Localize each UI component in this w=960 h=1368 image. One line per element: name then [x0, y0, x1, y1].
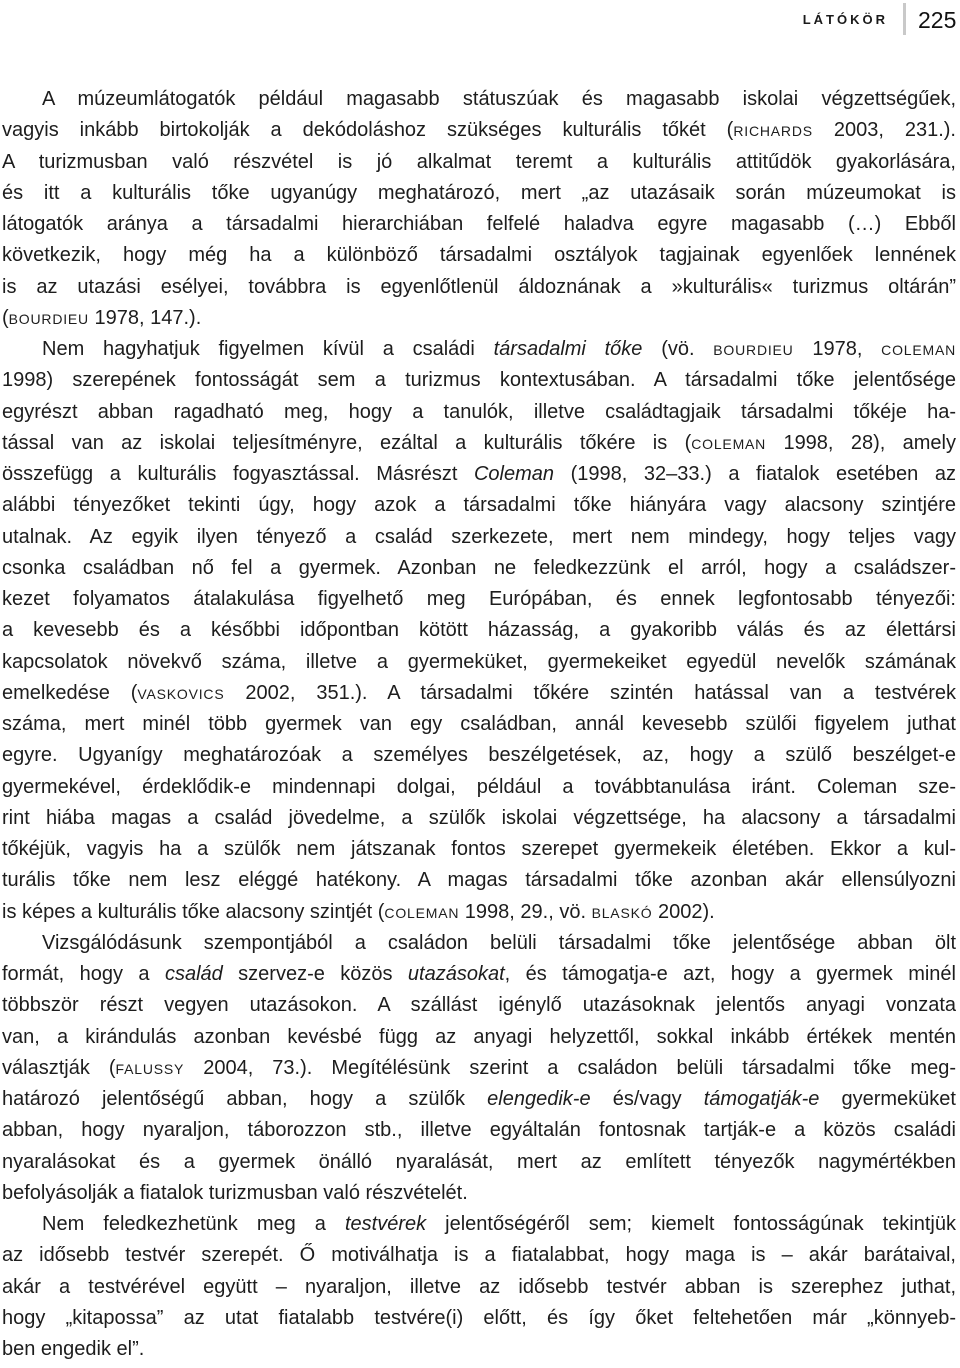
- text-line: [2, 928, 956, 959]
- text-run: száma, mert minél több gyermek van egy családban, annál kevesebb szülői figyelem juthat: [2, 713, 956, 735]
- small-caps-run: richards: [733, 119, 813, 142]
- text-run: kezet folyamatos átalakulása figyelhető meg Európában, és ennek legfontosabb tényezői:: [2, 588, 956, 610]
- text-run: befolyásolják a fiatalok turizmusban való részvételét.: [2, 1181, 468, 1204]
- text-run: Vizsgálódásunk szempontjából a családon belüli társadalmi tőke jelentősége abban ölt: [42, 931, 956, 954]
- small-caps-run: falussy: [115, 1056, 185, 1079]
- text-run: egyrészt abban ragadható meg, hogy a tanulók, illetve családtagjaik társadalmi tőkéje ha-: [2, 400, 956, 423]
- small-caps-run: coleman: [881, 338, 957, 360]
- text-run: Nem feledkezhetünk meg a: [42, 1213, 345, 1235]
- text-run: 1998, 28), amely: [766, 431, 956, 454]
- body-text: [2, 84, 956, 1365]
- text-run: vagyis inkább birtokolják a dekódoláshoz szükséges kulturális tőkét (: [2, 119, 734, 142]
- text-line: [2, 1022, 956, 1053]
- text-line: [2, 615, 956, 646]
- paragraph: [2, 928, 956, 1209]
- text-run: 1998, 29., vö.: [459, 900, 592, 923]
- text-run: Nem hagyhatjuk figyelmen kívül a családi: [42, 338, 494, 360]
- text-run: alábbi tényezőket tekinti úgy, hogy azok a társadalmi tőke hiányára vagy alacsony szintjére: [2, 494, 956, 517]
- text-run: 2002).: [652, 900, 715, 923]
- text-line: [2, 1084, 956, 1115]
- text-run: 1978, 147.).: [88, 306, 202, 329]
- text-line: [2, 1272, 956, 1303]
- text-line: [2, 1334, 956, 1365]
- small-caps-run: coleman: [691, 431, 767, 454]
- paragraph: [2, 334, 956, 928]
- text-line: [2, 865, 956, 896]
- text-line: [2, 1303, 956, 1334]
- small-caps-run: bourdieu: [713, 338, 794, 360]
- text-run: összefügg a kulturális fogyasztással. Másrészt: [2, 463, 474, 485]
- text-line: [2, 834, 956, 865]
- text-run: jelentőségéről sem; kiemelt fontosságúnak tekintjük: [426, 1213, 956, 1235]
- text-run: turális tőke nem lesz eléggé hatékony. A magas társadalmi tőke azonban akár ellensúlyozni: [2, 869, 956, 892]
- text-line: [2, 459, 956, 490]
- text-run: 1978,: [793, 338, 882, 360]
- text-line: [2, 209, 956, 240]
- text-run: nyaralásokat és a gyermek önálló nyaralását, mert az említett tényezők nagymértékben: [2, 1150, 956, 1173]
- text-run: (: [2, 306, 9, 329]
- text-run: többször részt vegyen utazásokon. A szállást igénylő utazásoknak jelentős anyagi vonzata: [2, 994, 956, 1017]
- text-line: [2, 490, 956, 521]
- text-line: [2, 959, 956, 990]
- text-run: tőkéjük, vagyis ha a szülők nem játszanak fontos szerepet gyermekeik életében. Ekkor a kul-: [2, 838, 956, 860]
- italic-run: utazásokat: [407, 963, 505, 985]
- text-run: 2002, 351.). A társadalmi tőkére szintén hatással van a testvérek: [224, 681, 956, 704]
- italic-run: elengedik-e: [487, 1088, 591, 1110]
- text-run: formát, hogy a: [2, 963, 165, 985]
- text-run: egyre. Ugyanígy meghatározóak a személyes beszélgetések, az, hogy a szülő beszélget-e: [2, 744, 956, 767]
- text-run: és/vagy: [590, 1088, 704, 1110]
- text-line: [2, 428, 956, 459]
- text-run: van, a kirándulás azonban kevésbé függ az anyagi helyzettől, sokkal inkább értékek mentén: [2, 1025, 956, 1048]
- text-run: tással van az iskolai teljesítményre, ezáltal a kulturális tőkére is (: [2, 431, 692, 454]
- text-run: 2004, 73.). Megítélésünk szerint a családon belüli társadalmi tőke meg-: [184, 1056, 956, 1079]
- text-run: gyermeküket: [819, 1088, 956, 1110]
- text-line: [2, 303, 956, 334]
- page-number: 225: [918, 7, 957, 33]
- paragraph: [2, 84, 956, 334]
- text-run: is az utazási esélyei, továbbra is egyenlőtlenül áldoznának a »kulturális« turizmus oltárán”: [2, 275, 956, 298]
- text-run: kapcsolatok növekvő száma, illetve a gyermeküket, gyermekeiket egyedül nevelők számának: [2, 650, 956, 673]
- text-line: [2, 1209, 956, 1240]
- text-run: (1998, 32–33.) a fiatalok esetében az: [554, 463, 956, 485]
- text-line: [2, 647, 956, 678]
- text-line: [2, 553, 956, 584]
- text-run: és itt a kulturális tőke ugyanúgy meghatározó, mert „az utazásaik során múzeumokat is: [2, 181, 956, 204]
- text-run: a kevesebb és a későbbi időpontban kötött házasság, a gyakoribb válás és az élettársi: [2, 619, 956, 642]
- italic-run: testvérek: [344, 1213, 427, 1235]
- text-line: [2, 1053, 956, 1084]
- text-run: A múzeumlátogatók például magasabb státuszúak és magasabb iskolai végzettségűek,: [42, 88, 956, 110]
- text-line: [2, 365, 956, 396]
- text-run: csonka családban nő fel a gyermek. Azonban ne feledkezzünk el arról, hogy a családszer-: [2, 556, 956, 579]
- text-line: [2, 147, 956, 178]
- text-run: utalnak. Az egyik ilyen tényező a család szerkezete, mert nem mindegy, hogy teljes vagy: [2, 525, 956, 548]
- italic-run: Coleman: [473, 463, 555, 485]
- text-line: [2, 709, 956, 740]
- text-line: [2, 584, 956, 615]
- text-run: ben engedik el”.: [2, 1338, 145, 1360]
- text-run: hogy „kitapossa” az utat fiatalabb testvére(i) előtt, és így őket feltehetően már „könnyeb-: [2, 1306, 956, 1329]
- small-caps-run: bourdieu: [8, 306, 89, 329]
- text-run: akár a testvérével együtt – nyaraljon, illetve az idősebb testvér abban is szerephez juthat,: [2, 1275, 956, 1298]
- text-run: rint hiába magas a család jövedelme, a szülők iskolai végzettsége, ha alacsony a társadalmi: [2, 806, 956, 829]
- italic-run: család: [164, 963, 223, 985]
- italic-run: társadalmi tőke: [493, 338, 643, 360]
- text-line: [2, 115, 956, 146]
- text-line: [2, 1115, 956, 1146]
- text-line: [2, 1178, 956, 1209]
- text-line: [2, 84, 956, 115]
- small-caps-run: vaskovics: [137, 681, 225, 704]
- italic-run: támogatják-e: [703, 1088, 820, 1110]
- text-run: 2003, 231.).: [812, 119, 956, 142]
- text-line: [2, 272, 956, 303]
- small-caps-run: blaskó: [591, 900, 653, 923]
- text-line: [2, 990, 956, 1021]
- text-run: 1998) szerepének fontosságát sem a turizmus kontextusában. A társadalmi tőke jelentősége: [2, 369, 956, 392]
- text-line: [2, 772, 956, 803]
- text-run: emelkedése (: [2, 681, 138, 704]
- text-run: az idősebb testvér szerepét. Ő motiválhatja is a fiatalabbat, hogy maga is – akár barátaival,: [2, 1244, 956, 1267]
- text-line: [2, 397, 956, 428]
- text-run: szervez-e közös: [222, 963, 408, 985]
- text-line: [2, 334, 956, 365]
- text-line: [2, 803, 956, 834]
- text-line: [2, 1240, 956, 1271]
- text-run: határozó jelentőségű abban, hogy a szülők: [2, 1088, 488, 1110]
- text-run: választják (: [2, 1056, 116, 1079]
- text-run: gyermekével, érdeklődik-e mindennapi dolgai, például a továbbtanulása iránt. Coleman sze-: [2, 775, 956, 798]
- text-line: [2, 740, 956, 771]
- text-line: [2, 522, 956, 553]
- text-run: A turizmusban való részvétel is jó alkalmat teremt a kulturális attitűdök gyakorlására,: [2, 150, 956, 173]
- text-run: látogatók aránya a társadalmi hierarchiában felfelé haladva egyre magasabb (…) Ebből: [2, 213, 956, 235]
- text-run: következik, hogy még ha a különböző társadalmi osztályok tagjainak egyenlőek lennének: [2, 244, 956, 267]
- text-run: (vö.: [642, 338, 714, 360]
- text-line: [2, 678, 956, 709]
- text-line: [2, 240, 956, 271]
- section-title: látókör: [802, 8, 888, 28]
- text-run: , és támogatja-e azt, hogy a gyermek minél: [504, 963, 956, 985]
- text-line: [2, 897, 956, 928]
- header-divider: [903, 3, 906, 35]
- paragraph: [2, 1209, 956, 1365]
- text-run: abban, hogy nyaraljon, táborozzon stb., illetve egyáltalán fontosnak tartják-e a közös családi: [2, 1119, 956, 1142]
- text-line: [2, 1147, 956, 1178]
- text-line: [2, 178, 956, 209]
- text-run: is képes a kulturális tőke alacsony szintjét (: [2, 900, 385, 923]
- small-caps-run: coleman: [384, 900, 460, 923]
